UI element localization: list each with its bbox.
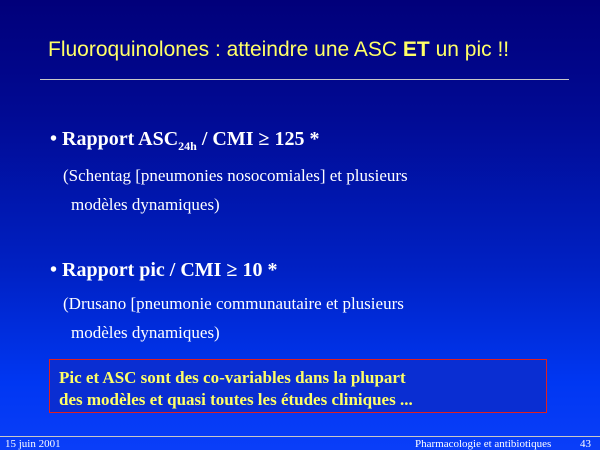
conclusion-callout	[49, 359, 547, 413]
bullet-ratio-peak	[50, 259, 277, 282]
footer-date: 15 juin 2001	[5, 438, 61, 450]
title-emphasis: ET	[402, 38, 430, 61]
footer-divider	[0, 436, 600, 437]
bullet-text-cont: / CMI	[196, 128, 259, 150]
bullet-marker: •	[50, 128, 58, 150]
note-line: modèles dynamiques)	[71, 195, 220, 214]
bullet-value: 125 *	[269, 128, 320, 150]
callout-line: Pic et ASC sont des co-variables dans la plupart	[59, 368, 406, 387]
bullet-subscript: 24h	[178, 139, 197, 153]
note-line: (Schentag [pneumonies nosocomiales] et plusieurs	[63, 166, 408, 185]
greater-equal-symbol: ≥	[226, 259, 238, 281]
bullet-text: Rapport ASC	[62, 128, 179, 150]
greater-equal-symbol: ≥	[258, 128, 270, 150]
page-number: 43	[580, 438, 591, 450]
bullet-ratio-asc	[50, 128, 320, 154]
title-part1: Fluoroquinolones : atteindre une ASC	[48, 38, 403, 61]
slide-title	[48, 38, 509, 62]
bullet-value: 10 *	[237, 259, 278, 281]
bullet-marker: •	[50, 259, 58, 281]
footer-course: Pharmacologie et antibiotiques	[415, 438, 552, 450]
callout-line: des modèles et quasi toutes les études cliniques ...	[59, 390, 413, 409]
note-line: modèles dynamiques)	[71, 323, 220, 342]
title-part2: un pic !!	[429, 38, 510, 61]
title-divider	[40, 79, 569, 80]
note-line: (Drusano [pneumonie communautaire et plusieurs	[63, 294, 404, 313]
bullet-text: Rapport pic / CMI	[62, 259, 227, 281]
